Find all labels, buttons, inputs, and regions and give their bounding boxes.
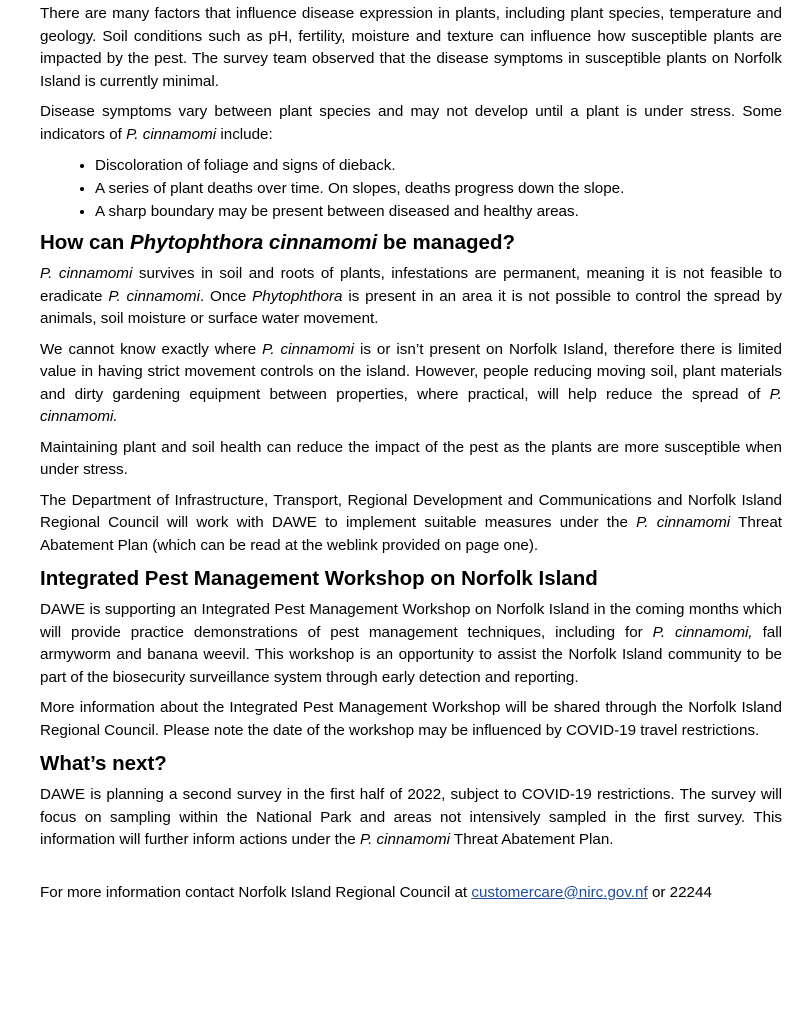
species-name: P. cinnamomi. bbox=[40, 385, 782, 425]
species-name: P. cinnamomi bbox=[108, 287, 200, 305]
list-item: • A series of plant deaths over time. On slopes, deaths progress down the slope. bbox=[95, 177, 782, 200]
indicator-list bbox=[40, 154, 782, 223]
contact-paragraph bbox=[40, 882, 782, 905]
paragraph-disease-symptoms bbox=[40, 101, 782, 146]
text-run: is or isn’t present on Norfolk Island, therefore there is limited value in having strict movement controls on the island. However, people reducing moving soil, plant materials and dirty gardening equipment between properties, where practical, will help reduce the spread of bbox=[40, 340, 782, 403]
species-name: Phytophthora cinnamomi bbox=[130, 231, 378, 254]
heading-how-managed bbox=[40, 229, 782, 257]
document-page bbox=[40, 3, 782, 912]
text-run: DAWE is planning a second survey in the first half of 2022, subject to COVID-19 restrictions. The survey will focus on sampling within the National Park and areas not intensively sampled in the first survey. This information will further inform actions under the bbox=[40, 786, 782, 848]
text-run: DAWE is supporting an Integrated Pest Management Workshop on Norfolk Island in the coming months which will provide practice demonstrations of pest management techniques, including for bbox=[40, 601, 782, 641]
text-run: . Once bbox=[199, 287, 253, 305]
text-run: Threat Abatement Plan. bbox=[449, 831, 614, 848]
spacer bbox=[40, 860, 782, 882]
paragraph-movement-controls bbox=[40, 339, 782, 429]
species-name: P. cinnamomi bbox=[636, 514, 731, 531]
contact-block bbox=[40, 882, 782, 905]
text-run: is present in an area it is not possible to control the spread by animals, soil moisture or surface water movement. bbox=[40, 287, 782, 327]
text-run: For more information contact Norfolk Island Regional Council at bbox=[40, 883, 472, 901]
genus-name: Phytophthora bbox=[252, 287, 343, 305]
paragraph-plant-health: Maintaining plant and soil health can reduce the impact of the pest as the plants are more susceptible when under stress. bbox=[40, 438, 782, 478]
species-name: P. cinnamomi bbox=[359, 831, 450, 848]
species-name: P. cinnamomi bbox=[40, 265, 133, 282]
paragraph-disease-factors: There are many factors that influence disease expression in plants, including plant species, temperature and geology. Soil conditions such as pH, fertility, moisture and texture can influence how susceptible plants are impacted by the pest. The survey team observed that the disease symptoms in susceptible plants on Norfolk Island is currently minimal. bbox=[40, 5, 782, 90]
heading-text: How can bbox=[40, 231, 130, 254]
species-name: P. cinnamomi, bbox=[652, 623, 753, 641]
list-item: • Discoloration of foliage and signs of dieback. bbox=[95, 154, 782, 177]
heading-workshop: Integrated Pest Management Workshop on Norfolk Island bbox=[40, 567, 598, 590]
text-run: Disease symptoms vary between plant species and may not develop until a plant is under stress. Some indicators of bbox=[40, 103, 782, 143]
text-run: survives in soil and roots of plants, infestations are permanent, meaning it is not feasible to eradicate bbox=[40, 265, 782, 305]
text-run: or 22244 bbox=[647, 883, 712, 901]
text-run: fall armyworm and banana weevil. This workshop is an opportunity to assist the Norfolk Island community to be part of the biosecurity surveillance system through early detection and reporting. bbox=[40, 623, 782, 686]
paragraph-second-survey bbox=[40, 784, 782, 852]
text-run: include: bbox=[216, 125, 273, 143]
species-name: P. cinnamomi bbox=[126, 125, 217, 143]
text-run: We cannot know exactly where bbox=[40, 340, 263, 358]
paragraph-department bbox=[40, 490, 782, 558]
heading-whats-next: What’s next? bbox=[40, 752, 167, 775]
paragraph-workshop-info: More information about the Integrated Pest Management Workshop will be shared through the Norfolk Island Regional Council. Please note the date of the workshop may be influenced by COVID-19 travel restrictions. bbox=[40, 699, 782, 739]
paragraph-workshop-support bbox=[40, 599, 782, 689]
email-link[interactable]: customercare@nirc.gov.nf bbox=[471, 883, 648, 901]
text-run: Threat Abatement Plan (which can be read at the weblink provided on page one). bbox=[40, 514, 782, 554]
paragraph-survival bbox=[40, 263, 782, 331]
species-name: P. cinnamomi bbox=[262, 340, 354, 358]
list-item: • A sharp boundary may be present between diseased and healthy areas. bbox=[95, 200, 782, 223]
text-run: The Department of Infrastructure, Transport, Regional Development and Communications and Norfolk Island Regional Council will work with DAWE to implement suitable measures under the bbox=[40, 491, 782, 531]
heading-text: be managed? bbox=[377, 231, 515, 254]
